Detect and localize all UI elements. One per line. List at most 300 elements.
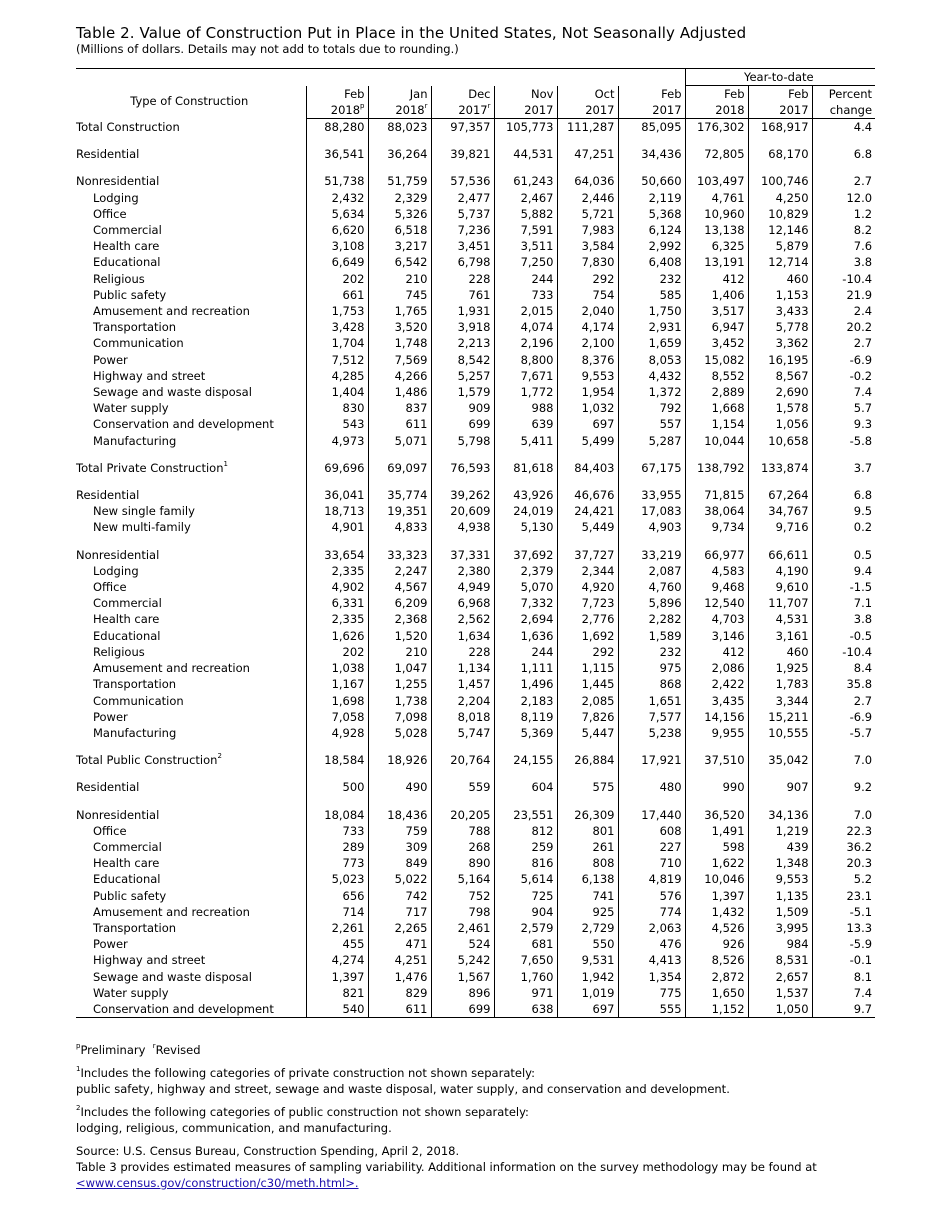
row-label: Lodging	[93, 190, 139, 205]
cell-value: 35.8	[812, 676, 875, 692]
cell-value: 2.7	[812, 335, 875, 351]
table-row	[76, 839, 875, 855]
cell-value: 5,368	[618, 206, 685, 222]
table-row	[76, 352, 875, 368]
cell-value: 5,023	[306, 871, 368, 887]
cell-value: 105,773	[494, 119, 557, 136]
type-header: Type of Construction	[130, 93, 249, 108]
cell-value: 5,882	[494, 206, 557, 222]
row-label: Power	[93, 709, 128, 724]
cell-value: 598	[685, 839, 748, 855]
cell-value: 1,032	[557, 400, 618, 416]
cell-value: 585	[618, 287, 685, 303]
cell-value: -5.7	[812, 725, 875, 741]
row-spacer	[76, 449, 875, 460]
cell-value: 2,467	[494, 190, 557, 206]
row-label: Conservation and development	[93, 417, 274, 432]
table-row	[76, 335, 875, 351]
cell-value: 168,917	[748, 119, 812, 136]
cell-value: 1,496	[494, 676, 557, 692]
cell-value: 5,721	[557, 206, 618, 222]
cell-value: 3,511	[494, 238, 557, 254]
cell-value: 1,115	[557, 660, 618, 676]
cell-value: 1,579	[431, 384, 494, 400]
cell-value: 550	[557, 936, 618, 952]
cell-value: 24,421	[557, 503, 618, 519]
column-header: Feb 2017	[618, 86, 685, 119]
table-row	[76, 660, 875, 676]
cell-value: 1,753	[306, 303, 368, 319]
cell-value: 244	[494, 644, 557, 660]
cell-value: 1,445	[557, 676, 618, 692]
cell-value: 798	[431, 904, 494, 920]
column-header: Feb 2018$^p$	[306, 86, 368, 119]
cell-value: 133,874	[748, 460, 812, 476]
cell-value: 289	[306, 839, 368, 855]
cell-value: 20.2	[812, 319, 875, 335]
cell-value: 51,738	[306, 173, 368, 189]
row-label: Commercial	[93, 839, 162, 854]
cell-value: 2,183	[494, 693, 557, 709]
table-row	[76, 579, 875, 595]
methodology-link[interactable]: <www.census.gov/construction/c30/meth.html>.	[76, 1176, 359, 1190]
cell-value: 18,084	[306, 807, 368, 823]
table-row	[76, 752, 875, 768]
cell-value: 47,251	[557, 146, 618, 162]
cell-value: 309	[368, 839, 431, 855]
cell-value: 1,056	[748, 416, 812, 432]
cell-value: 5,614	[494, 871, 557, 887]
cell-value: 1,942	[557, 969, 618, 985]
table-row	[76, 595, 875, 611]
cell-value: 725	[494, 888, 557, 904]
cell-value: 7.4	[812, 384, 875, 400]
cell-value: -0.1	[812, 952, 875, 968]
row-label: Total Construction	[76, 119, 180, 134]
cell-value: 50,660	[618, 173, 685, 189]
table-row	[76, 238, 875, 254]
cell-value: 4,567	[368, 579, 431, 595]
cell-value: 868	[618, 676, 685, 692]
row-label: Religious	[93, 644, 145, 659]
cell-value: 907	[748, 779, 812, 795]
cell-value: -5.8	[812, 433, 875, 449]
cell-value: 36,541	[306, 146, 368, 162]
cell-value: 85,095	[618, 119, 685, 136]
column-header: Jan 2018$^r$	[368, 86, 431, 119]
cell-value: 4.4	[812, 119, 875, 136]
cell-value: 8,800	[494, 352, 557, 368]
cell-value: 7,058	[306, 709, 368, 725]
cell-value: 72,805	[685, 146, 748, 162]
cell-value: 20,764	[431, 752, 494, 768]
cell-value: 6,968	[431, 595, 494, 611]
cell-value: 103,497	[685, 173, 748, 189]
cell-value: 8.1	[812, 969, 875, 985]
cell-value: 1,354	[618, 969, 685, 985]
legend: $^p$Preliminary $^r$Revised	[76, 1042, 201, 1057]
cell-value: 1,704	[306, 335, 368, 351]
cell-value: 4,531	[748, 611, 812, 627]
cell-value: 7.0	[812, 807, 875, 823]
row-label: Educational	[93, 255, 161, 270]
table-row	[76, 952, 875, 968]
cell-value: 2,579	[494, 920, 557, 936]
cell-value: 10,829	[748, 206, 812, 222]
cell-value: 988	[494, 400, 557, 416]
cell-value: -0.2	[812, 368, 875, 384]
cell-value: 1,219	[748, 823, 812, 839]
cell-value: 6,408	[618, 254, 685, 270]
row-label: Water supply	[93, 401, 169, 416]
cell-value: 100,746	[748, 173, 812, 189]
row-label: Sewage and waste disposal	[93, 969, 252, 984]
cell-value: 2.7	[812, 173, 875, 189]
cell-value: 2,282	[618, 611, 685, 627]
cell-value: 2,119	[618, 190, 685, 206]
cell-value: 5,130	[494, 519, 557, 535]
cell-value: -10.4	[812, 644, 875, 660]
column-header: Dec 2017$^r$	[431, 86, 494, 119]
cell-value: 3.7	[812, 460, 875, 476]
cell-value: 4,938	[431, 519, 494, 535]
cell-value: 754	[557, 287, 618, 303]
cell-value: 5,634	[306, 206, 368, 222]
cell-value: 9.5	[812, 503, 875, 519]
cell-value: 35,042	[748, 752, 812, 768]
row-label: Residential	[76, 488, 140, 503]
cell-value: 1.2	[812, 206, 875, 222]
cell-value: 7.4	[812, 985, 875, 1001]
cell-value: 2,432	[306, 190, 368, 206]
source-note: Source: U.S. Census Bureau, Construction Spending, April 2, 2018. Table 3 provides estimated measures of sampling variability. Additional information on the survey methodology may be found at <www.census.gov/construction/c30/meth.html>.	[76, 1144, 817, 1190]
cell-value: 5,449	[557, 519, 618, 535]
cell-value: 1,153	[748, 287, 812, 303]
cell-value: 76,593	[431, 460, 494, 476]
cell-value: 575	[557, 779, 618, 795]
table-row	[76, 146, 875, 162]
column-header: Feb 2018	[685, 86, 748, 119]
cell-value: 6,649	[306, 254, 368, 270]
cell-value: 3,146	[685, 628, 748, 644]
row-spacer	[76, 476, 875, 487]
cell-value: 471	[368, 936, 431, 952]
table-row	[76, 676, 875, 692]
cell-value: 5,369	[494, 725, 557, 741]
cell-value: 3,344	[748, 693, 812, 709]
cell-value: 12,714	[748, 254, 812, 270]
row-label: Water supply	[93, 985, 169, 1000]
cell-value: 752	[431, 888, 494, 904]
table-row	[76, 969, 875, 985]
cell-value: 20.3	[812, 855, 875, 871]
cell-value: 2,335	[306, 611, 368, 627]
cell-value: 5,164	[431, 871, 494, 887]
cell-value: 2,086	[685, 660, 748, 676]
cell-value: 1,406	[685, 287, 748, 303]
cell-value: 67,175	[618, 460, 685, 476]
cell-value: -0.5	[812, 628, 875, 644]
cell-value: 16,195	[748, 352, 812, 368]
cell-value: 1,651	[618, 693, 685, 709]
cell-value: 202	[306, 271, 368, 287]
cell-value: 904	[494, 904, 557, 920]
row-label: Transportation	[93, 677, 177, 692]
cell-value: 543	[306, 416, 368, 432]
cell-value: 984	[748, 936, 812, 952]
row-label: Highway and street	[93, 953, 206, 968]
cell-value: 3.8	[812, 254, 875, 270]
cell-value: 3,517	[685, 303, 748, 319]
table-row	[76, 460, 875, 476]
cell-value: 3,161	[748, 628, 812, 644]
cell-value: 3,217	[368, 238, 431, 254]
table-row	[76, 855, 875, 871]
cell-value: 2,446	[557, 190, 618, 206]
cell-value: 0.2	[812, 519, 875, 535]
cell-value: 232	[618, 644, 685, 660]
cell-value: 460	[748, 644, 812, 660]
cell-value: 1,578	[748, 400, 812, 416]
table-row	[76, 119, 875, 136]
cell-value: 4,074	[494, 319, 557, 335]
cell-value: 232	[618, 271, 685, 287]
cell-value: 66,977	[685, 547, 748, 563]
cell-value: 81,618	[494, 460, 557, 476]
cell-value: 2,562	[431, 611, 494, 627]
cell-value: 1,135	[748, 888, 812, 904]
cell-value: 39,821	[431, 146, 494, 162]
cell-value: 13,138	[685, 222, 748, 238]
row-label: Residential	[76, 147, 140, 162]
footnotes	[76, 1042, 876, 1198]
cell-value: 3,520	[368, 319, 431, 335]
cell-value: 7,250	[494, 254, 557, 270]
cell-value: 3,918	[431, 319, 494, 335]
cell-value: 7.0	[812, 752, 875, 768]
cell-value: 925	[557, 904, 618, 920]
cell-value: 524	[431, 936, 494, 952]
cell-value: 34,436	[618, 146, 685, 162]
table-row	[76, 433, 875, 449]
cell-value: 733	[494, 287, 557, 303]
cell-value: 741	[557, 888, 618, 904]
table-row	[76, 400, 875, 416]
cell-value: 8,552	[685, 368, 748, 384]
cell-value: 36,264	[368, 146, 431, 162]
cell-value: 2,694	[494, 611, 557, 627]
cell-value: 2,657	[748, 969, 812, 985]
cell-value: 2.4	[812, 303, 875, 319]
cell-value: 8,053	[618, 352, 685, 368]
cell-value: 3.8	[812, 611, 875, 627]
cell-value: 9,955	[685, 725, 748, 741]
cell-value: 12.0	[812, 190, 875, 206]
cell-value: 490	[368, 779, 431, 795]
cell-value: 1,509	[748, 904, 812, 920]
cell-value: 7,826	[557, 709, 618, 725]
cell-value: 5,022	[368, 871, 431, 887]
cell-value: 1,765	[368, 303, 431, 319]
cell-value: 7,830	[557, 254, 618, 270]
cell-value: 2,729	[557, 920, 618, 936]
cell-value: 2,196	[494, 335, 557, 351]
cell-value: 22.3	[812, 823, 875, 839]
cell-value: 292	[557, 644, 618, 660]
cell-value: 926	[685, 936, 748, 952]
cell-value: 228	[431, 271, 494, 287]
cell-value: 774	[618, 904, 685, 920]
cell-value: 0.5	[812, 547, 875, 563]
cell-value: 4,174	[557, 319, 618, 335]
cell-value: 975	[618, 660, 685, 676]
cell-value: 18,436	[368, 807, 431, 823]
cell-value: 2,380	[431, 563, 494, 579]
cell-value: 9.4	[812, 563, 875, 579]
cell-value: 455	[306, 936, 368, 952]
cell-value: 6,798	[431, 254, 494, 270]
cell-value: 2,379	[494, 563, 557, 579]
cell-value: 2,247	[368, 563, 431, 579]
row-label: Lodging	[93, 563, 139, 578]
cell-value: 801	[557, 823, 618, 839]
table-row	[76, 693, 875, 709]
cell-value: 202	[306, 644, 368, 660]
cell-value: 1,567	[431, 969, 494, 985]
cell-value: 36,041	[306, 487, 368, 503]
cell-value: 6,947	[685, 319, 748, 335]
row-label: Manufacturing	[93, 433, 177, 448]
table-row	[76, 779, 875, 795]
cell-value: 66,611	[748, 547, 812, 563]
cell-value: 21.9	[812, 287, 875, 303]
table-row	[76, 254, 875, 270]
cell-value: 500	[306, 779, 368, 795]
table-row	[76, 416, 875, 432]
cell-value: 228	[431, 644, 494, 660]
cell-value: 292	[557, 271, 618, 287]
row-label: Power	[93, 352, 128, 367]
cell-value: 2,087	[618, 563, 685, 579]
table-row	[76, 190, 875, 206]
cell-value: 26,309	[557, 807, 618, 823]
cell-value: 699	[431, 1001, 494, 1018]
row-label: Public safety	[93, 888, 167, 903]
cell-value: -5.1	[812, 904, 875, 920]
cell-value: 6.8	[812, 487, 875, 503]
cell-value: 7,512	[306, 352, 368, 368]
cell-value: 2,329	[368, 190, 431, 206]
cell-value: 46,676	[557, 487, 618, 503]
cell-value: 639	[494, 416, 557, 432]
cell-value: 244	[494, 271, 557, 287]
cell-value: 210	[368, 644, 431, 660]
row-label: Communication	[93, 336, 184, 351]
row-label: Manufacturing	[93, 725, 177, 740]
cell-value: 2,422	[685, 676, 748, 692]
cell-value: 6,331	[306, 595, 368, 611]
cell-value: 681	[494, 936, 557, 952]
cell-value: 5,896	[618, 595, 685, 611]
cell-value: 15,211	[748, 709, 812, 725]
row-label: Office	[93, 206, 127, 221]
cell-value: 638	[494, 1001, 557, 1018]
cell-value: 3,435	[685, 693, 748, 709]
cell-value: 710	[618, 855, 685, 871]
cell-value: 4,703	[685, 611, 748, 627]
cell-value: 2.7	[812, 693, 875, 709]
cell-value: 2,265	[368, 920, 431, 936]
row-label: Commercial	[93, 596, 162, 611]
cell-value: 6,518	[368, 222, 431, 238]
cell-value: 4,819	[618, 871, 685, 887]
cell-value: 10,044	[685, 433, 748, 449]
cell-value: 1,397	[685, 888, 748, 904]
row-label: Nonresidential	[76, 174, 160, 189]
row-spacer	[76, 162, 875, 173]
cell-value: 1,152	[685, 1001, 748, 1018]
cell-value: 559	[431, 779, 494, 795]
cell-value: 1,255	[368, 676, 431, 692]
row-label: Power	[93, 937, 128, 952]
cell-value: 36.2	[812, 839, 875, 855]
cell-value: 1,650	[685, 985, 748, 1001]
cell-value: 460	[748, 271, 812, 287]
cell-value: 57,536	[431, 173, 494, 189]
cell-value: 6,620	[306, 222, 368, 238]
table-row	[76, 904, 875, 920]
column-header: Oct 2017	[557, 86, 618, 119]
cell-value: 697	[557, 416, 618, 432]
table-title: Table 2. Value of Construction Put in Place in the United States, Not Seasonally Adjusted	[76, 24, 747, 42]
cell-value: 775	[618, 985, 685, 1001]
cell-value: 480	[618, 779, 685, 795]
cell-value: 18,713	[306, 503, 368, 519]
cell-value: 5,737	[431, 206, 494, 222]
row-label: Transportation	[93, 320, 177, 335]
row-label: Amusement and recreation	[93, 661, 250, 676]
cell-value: 88,023	[368, 119, 431, 136]
row-label: Total Public Construction$^2$	[76, 752, 222, 768]
table-row	[76, 519, 875, 535]
cell-value: 97,357	[431, 119, 494, 136]
row-label: Nonresidential	[76, 807, 160, 822]
table-row	[76, 644, 875, 660]
cell-value: 1,154	[685, 416, 748, 432]
row-label: Sewage and waste disposal	[93, 385, 252, 400]
cell-value: 84,403	[557, 460, 618, 476]
cell-value: 788	[431, 823, 494, 839]
row-label: Highway and street	[93, 368, 206, 383]
cell-value: 1,636	[494, 628, 557, 644]
cell-value: 4,190	[748, 563, 812, 579]
cell-value: 8,531	[748, 952, 812, 968]
cell-value: 1,476	[368, 969, 431, 985]
cell-value: 1,622	[685, 855, 748, 871]
cell-value: 176,302	[685, 119, 748, 136]
cell-value: 51,759	[368, 173, 431, 189]
cell-value: 2,872	[685, 969, 748, 985]
cell-value: 1,397	[306, 969, 368, 985]
cell-value: 61,243	[494, 173, 557, 189]
cell-value: 26,884	[557, 752, 618, 768]
cell-value: 13.3	[812, 920, 875, 936]
cell-value: 1,954	[557, 384, 618, 400]
table-row	[76, 888, 875, 904]
cell-value: 88,280	[306, 119, 368, 136]
cell-value: 227	[618, 839, 685, 855]
table-row	[76, 628, 875, 644]
